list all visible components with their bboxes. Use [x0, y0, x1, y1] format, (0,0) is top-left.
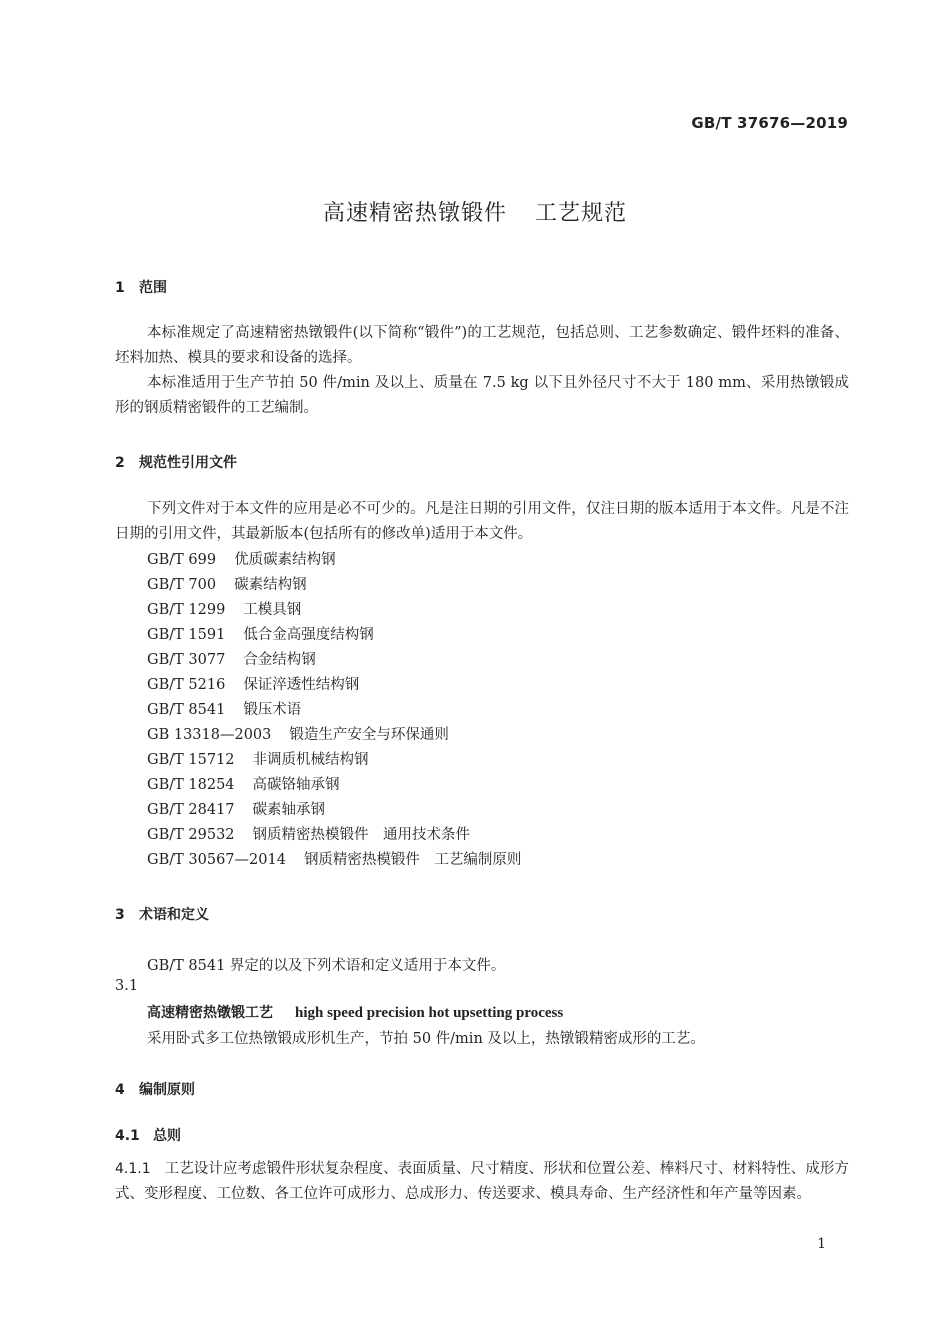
subsection-number: 4.1 [115, 1128, 140, 1144]
document-title [0, 196, 950, 227]
reference-item [147, 648, 521, 673]
term-number: 3.1 [115, 978, 139, 994]
section-number: 2 [115, 455, 125, 471]
section-number: 1 [115, 280, 125, 296]
reference-title: 碳素轴承钢 [252, 802, 326, 818]
page-number: 1 [817, 1236, 826, 1252]
reference-item [147, 698, 521, 723]
reference-code: GB/T 18254 [147, 777, 235, 793]
reference-title: 保证淬透性结构钢 [243, 677, 360, 693]
reference-item [147, 723, 521, 748]
reference-item [147, 773, 521, 798]
clause-text: 工艺设计应考虑锻件形状复杂程度、表面质量、尺寸精度、形状和位置公差、棒料尺寸、材料特性、成形方式、变形程度、工位数、各工位许可成形力、总成形力、传送要求、模具寿命、生产经济性和年产量等因素。 [115, 1161, 849, 1202]
section-4-heading [115, 1079, 195, 1099]
reference-item [147, 623, 521, 648]
reference-item [147, 748, 521, 773]
reference-title: 锻压术语 [243, 702, 302, 718]
section-1-paragraph: 本标准适用于生产节拍 50 件/min 及以上、质量在 7.5 kg 以下且外径尺寸不大于 180 mm、采用热镦锻成形的钢质精密锻件的工艺编制。 [115, 375, 849, 416]
section-1-paragraph: 本标准规定了高速精密热镦锻件(以下简称“锻件”)的工艺规范，包括总则、工艺参数确定、锻件坯料的准备、坯料加热、模具的要求和设备的选择。 [115, 325, 849, 366]
reference-title: 钢质精密热模锻件 通用技术条件 [252, 827, 471, 843]
section-2-heading [115, 452, 237, 472]
reference-title: 低合金高强度结构钢 [243, 627, 374, 643]
reference-title: 碳素结构钢 [234, 577, 307, 593]
subsection-4-1-heading [115, 1125, 181, 1145]
reference-code: GB/T 5216 [147, 677, 226, 693]
subsection-title: 总则 [153, 1128, 181, 1144]
reference-code: GB/T 28417 [147, 802, 235, 818]
section-2-intro: 下列文件对于本文件的应用是必不可少的。凡是注日期的引用文件，仅注日期的版本适用于本文件。凡是不注日期的引用文件，其最新版本(包括所有的修改单)适用于本文件。 [115, 501, 849, 542]
reference-code: GB/T 700 [147, 577, 217, 593]
reference-list [147, 548, 521, 873]
reference-code: GB/T 29532 [147, 827, 235, 843]
reference-item [147, 673, 521, 698]
term-heading [147, 1002, 563, 1022]
section-title: 术语和定义 [139, 907, 209, 923]
reference-code: GB 13318—2003 [147, 727, 272, 743]
section-3-intro: GB/T 8541 界定的以及下列术语和定义适用于本文件。 [147, 958, 506, 974]
reference-code: GB/T 1591 [147, 627, 226, 643]
clause-number: 4.1.1 [115, 1161, 151, 1177]
reference-title: 锻造生产安全与环保通则 [289, 727, 449, 743]
title-main: 高速精密热镦锻件 [322, 201, 507, 226]
term-name-en: high speed precision hot upsetting process [295, 1005, 564, 1021]
reference-code: GB/T 15712 [147, 752, 235, 768]
reference-title: 高碳铬轴承钢 [252, 777, 340, 793]
reference-code: GB/T 699 [147, 552, 217, 568]
reference-item [147, 823, 521, 848]
section-number: 3 [115, 907, 125, 923]
section-3-heading [115, 904, 209, 924]
reference-title: 非调质机械结构钢 [252, 752, 369, 768]
reference-title: 优质碳素结构钢 [234, 552, 336, 568]
reference-title: 合金结构钢 [243, 652, 316, 668]
reference-item [147, 848, 521, 873]
standard-code: GB/T 37676—2019 [691, 114, 848, 132]
title-sub: 工艺规范 [535, 201, 628, 226]
reference-code: GB/T 1299 [147, 602, 226, 618]
section-number: 4 [115, 1082, 125, 1098]
clause-4-1-1 [115, 1157, 849, 1207]
section-title: 编制原则 [139, 1082, 195, 1098]
section-title: 规范性引用文件 [139, 455, 237, 471]
reference-item [147, 598, 521, 623]
reference-title: 工模具钢 [243, 602, 302, 618]
term-definition: 采用卧式多工位热镦锻成形机生产，节拍 50 件/min 及以上，热镦锻精密成形的工艺。 [147, 1031, 705, 1047]
reference-title: 钢质精密热模锻件 工艺编制原则 [303, 852, 522, 868]
section-title: 范围 [139, 280, 167, 296]
section-1-heading [115, 277, 167, 297]
reference-item [147, 573, 521, 598]
reference-code: GB/T 30567—2014 [147, 852, 286, 868]
reference-item [147, 798, 521, 823]
term-name-zh: 高速精密热镦锻工艺 [147, 1005, 273, 1021]
reference-code: GB/T 3077 [147, 652, 226, 668]
reference-code: GB/T 8541 [147, 702, 226, 718]
reference-item [147, 548, 521, 573]
